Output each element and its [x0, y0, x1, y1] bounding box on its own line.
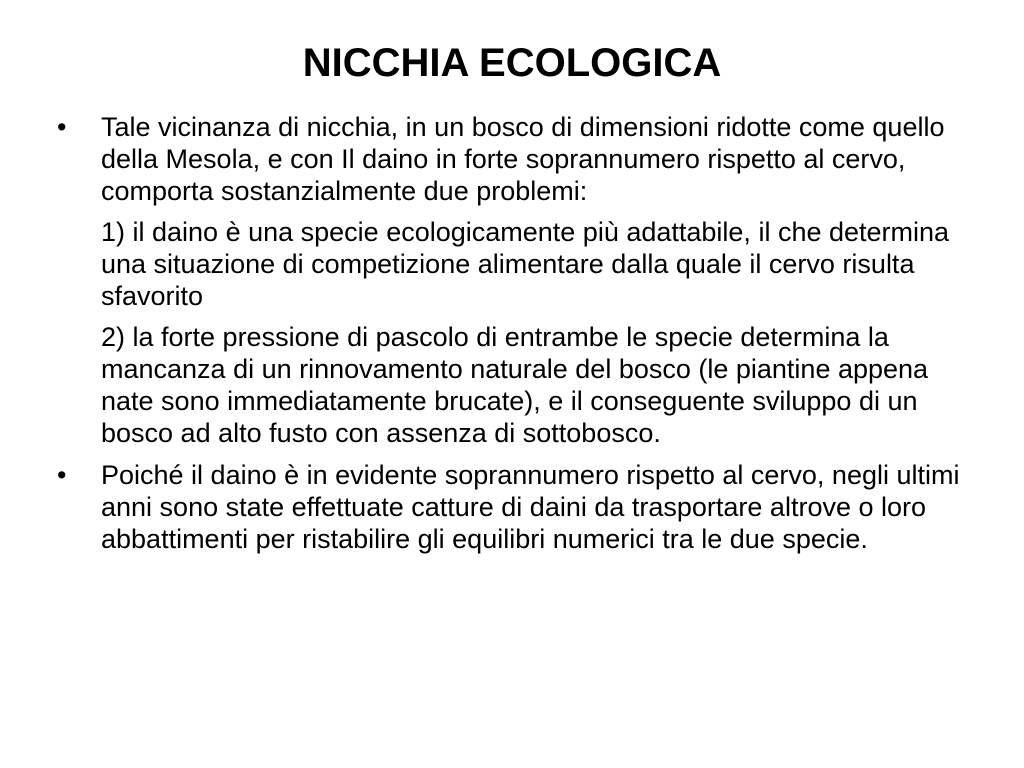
sub-paragraph-1: 1) il daino è una specie ecologicamente più adattabile, il che determina una situazione di competizione alimentare dalla quale il cervo risulta sfavorito	[101, 217, 950, 311]
sub-paragraph-2: 2) la forte pressione di pascolo di entrambe le specie determina la mancanza di un rinnovamento naturale del bosco (le piantine appena nate sono immediatamente brucate), e il conseguente sviluppo di un bosco ad alto fusto con assenza di sottobosco.	[101, 322, 929, 448]
slide-title: NICCHIA ECOLOGICA	[302, 41, 722, 85]
bullet-item-2	[57, 459, 977, 555]
bullet-text: Tale vicinanza di nicchia, in un bosco di dimensioni ridotte come quello della Mesola, e con Il daino in forte soprannumero rispetto al cervo, comporta sostanzialmente due problemi:	[101, 112, 945, 206]
bullet-item-1	[57, 111, 977, 207]
bullet-icon: •	[57, 460, 67, 490]
bullet-icon: •	[57, 112, 67, 142]
bullet-text: Poiché il daino è in evidente soprannumero rispetto al cervo, negli ultimi anni sono state effettuate catture di daini da trasportare altrove o loro abbattimenti per ristabilire gli equilibri numerici tra le due specie.	[101, 460, 960, 554]
slide-content	[57, 111, 977, 557]
